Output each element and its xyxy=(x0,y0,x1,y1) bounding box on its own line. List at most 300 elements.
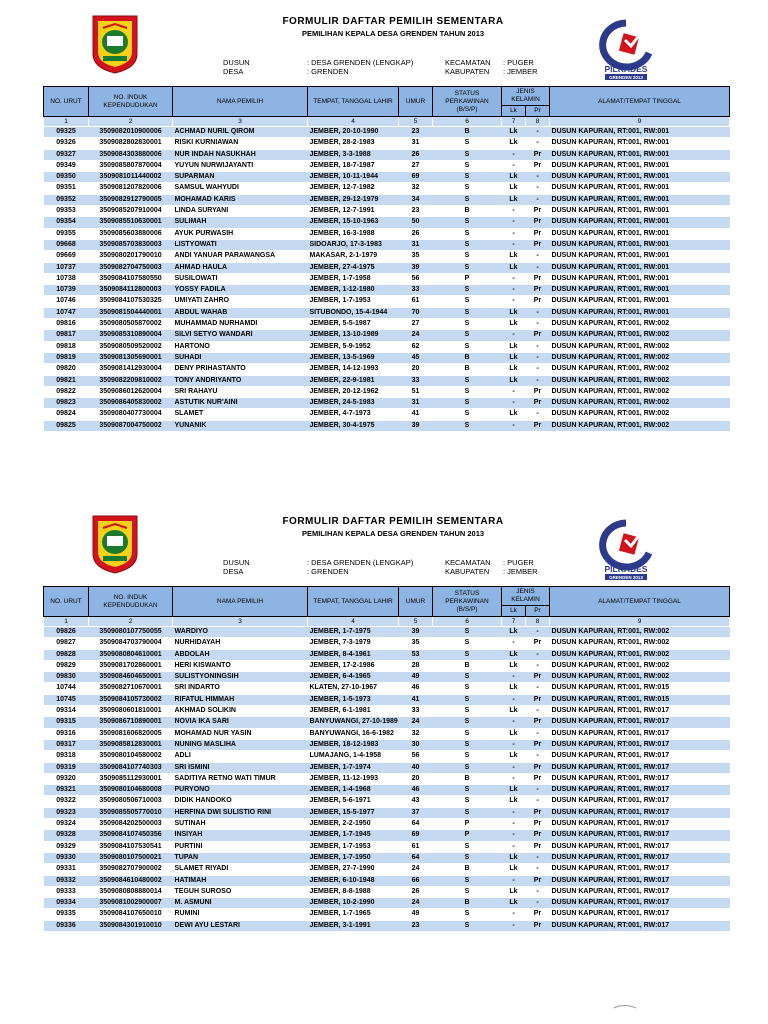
table-cell: - xyxy=(502,773,526,784)
table-cell: DUSUN KAPURAN, RT:001, RW:001 xyxy=(550,172,730,183)
table-cell: DUSUN KAPURAN, RT:001, RW:017 xyxy=(550,852,730,863)
table-cell: S xyxy=(433,920,502,931)
table-row xyxy=(44,852,730,863)
table-cell: SILVI SETYO WANDARI xyxy=(173,330,308,341)
table-cell: RISKI KURNIAWAN xyxy=(173,138,308,149)
table-cell: 09316 xyxy=(44,728,89,739)
table-cell: DUSUN KAPURAN, RT:001, RW:017 xyxy=(550,864,730,875)
table-cell: 3509081412930004 xyxy=(89,364,173,375)
table-cell: YUYUN NURWIJAYANTI xyxy=(173,160,308,171)
table-cell: 09830 xyxy=(44,672,89,683)
table-cell: Pr xyxy=(526,206,550,217)
table-row xyxy=(44,762,730,773)
table-row xyxy=(44,694,730,705)
table-cell: 3509085310890004 xyxy=(89,330,173,341)
voter-table xyxy=(43,586,730,932)
table-cell: S xyxy=(433,785,502,796)
table-cell: Lk xyxy=(502,649,526,660)
table-cell: 53 xyxy=(399,649,433,660)
table-cell: S xyxy=(433,375,502,386)
table-cell: 3509085807870004 xyxy=(89,160,173,171)
col-jenis-kelamin: JENIS KELAMIN xyxy=(502,87,550,106)
table-row xyxy=(44,909,730,920)
table-cell: MUHAMMAD NURHAMDI xyxy=(173,319,308,330)
table-cell: SUSILOWATI xyxy=(173,273,308,284)
table-row xyxy=(44,319,730,330)
table-cell: - xyxy=(526,649,550,660)
table-cell: JEMBER, 1-5-1973 xyxy=(308,694,399,705)
table-row xyxy=(44,206,730,217)
table-cell: DUSUN KAPURAN, RT:001, RW:002 xyxy=(550,352,730,363)
table-cell: Pr xyxy=(526,228,550,239)
table-cell: JEMBER, 17-2-1986 xyxy=(308,660,399,671)
table-cell: 64 xyxy=(399,852,433,863)
table-cell: 09349 xyxy=(44,160,89,171)
table-cell: DUSUN KAPURAN, RT:001, RW:002 xyxy=(550,364,730,375)
table-cell: 3509085703830003 xyxy=(89,239,173,250)
table-cell: JEMBER, 15-5-1977 xyxy=(308,807,399,818)
col-jenis-kelamin: JENIS KELAMIN xyxy=(502,587,550,606)
table-cell: 3509080201790010 xyxy=(89,251,173,262)
table-cell: 46 xyxy=(399,785,433,796)
table-cell: Pr xyxy=(526,398,550,409)
table-cell: 31 xyxy=(399,398,433,409)
table-cell: DUSUN KAPURAN, RT:001, RW:017 xyxy=(550,751,730,762)
table-cell: 3509084107650010 xyxy=(89,909,173,920)
table-cell: Pr xyxy=(526,420,550,431)
table-cell: 09330 xyxy=(44,852,89,863)
table-cell: 09333 xyxy=(44,886,89,897)
table-cell: 3509085603880006 xyxy=(89,228,173,239)
table-cell: 09829 xyxy=(44,660,89,671)
table-cell: 3509082704750003 xyxy=(89,262,173,273)
table-cell: 09669 xyxy=(44,251,89,262)
table-cell: B xyxy=(433,127,502,138)
table-cell: Pr xyxy=(526,273,550,284)
form-title: FORMULIR DAFTAR PEMILIH SEMENTARA xyxy=(282,16,504,27)
table-cell: DUSUN KAPURAN, RT:001, RW:015 xyxy=(550,683,730,694)
table-cell: 3509084610480002 xyxy=(89,875,173,886)
col-pr: Pr xyxy=(526,606,550,617)
table-cell: JEMBER, 1-7-1975 xyxy=(308,627,399,638)
table-cell: S xyxy=(433,217,502,228)
logo-subtext: GRENDEN 2013 xyxy=(609,575,643,580)
table-cell: DUSUN KAPURAN, RT:001, RW:001 xyxy=(550,262,730,273)
table-cell: 34 xyxy=(399,194,433,205)
table-row xyxy=(44,875,730,886)
table-cell: Lk xyxy=(502,194,526,205)
table-cell: 10739 xyxy=(44,285,89,296)
table-cell: 10737 xyxy=(44,262,89,273)
table-cell: AKHMAD SOLIKIN xyxy=(173,706,308,717)
table-cell: ABDOLAH xyxy=(173,649,308,660)
label-dusun: DUSUN xyxy=(223,558,250,567)
table-cell: JEMBER, 8-4-1961 xyxy=(308,649,399,660)
table-cell: - xyxy=(526,864,550,875)
table-cell: JEMBER, 1-7-1953 xyxy=(308,296,399,307)
table-cell: 24 xyxy=(399,717,433,728)
column-number-row: 1 2 3 4 5 6 7 8 9 xyxy=(44,617,730,627)
table-cell: S xyxy=(433,739,502,750)
table-cell: YUNANIK xyxy=(173,420,308,431)
table-row xyxy=(44,627,730,638)
table-cell: Pr xyxy=(526,875,550,886)
table-cell: 09823 xyxy=(44,398,89,409)
table-cell: 20 xyxy=(399,773,433,784)
location-values-right xyxy=(503,58,538,76)
table-cell: 09824 xyxy=(44,409,89,420)
table-cell: NURHIDAYAH xyxy=(173,638,308,649)
table-cell: 24 xyxy=(399,330,433,341)
table-cell: 3509084604650001 xyxy=(89,672,173,683)
table-cell: - xyxy=(526,262,550,273)
table-cell: DUSUN KAPURAN, RT:001, RW:001 xyxy=(550,127,730,138)
table-cell: P xyxy=(433,273,502,284)
table-cell: JEMBER, 30-4-1975 xyxy=(308,420,399,431)
table-cell: 3509081606820005 xyxy=(89,728,173,739)
table-cell: MOHAMAD KARIS xyxy=(173,194,308,205)
table-cell: SRI ISMINI xyxy=(173,762,308,773)
table-cell: - xyxy=(526,138,550,149)
table-cell: Pr xyxy=(526,920,550,931)
col-ttl: TEMPAT, TANGGAL LAHIR xyxy=(308,587,399,617)
table-cell: PURYONO xyxy=(173,785,308,796)
form-subtitle: PEMILIHAN KEPALA DESA GRENDEN TAHUN 2013 xyxy=(301,29,485,38)
table-cell: DUSUN KAPURAN, RT:001, RW:017 xyxy=(550,830,730,841)
table-cell: MAKASAR, 2-1-1979 xyxy=(308,251,399,262)
value-desa: : GRENDEN xyxy=(307,567,349,576)
table-cell: - xyxy=(502,807,526,818)
table-cell: Pr xyxy=(526,807,550,818)
table-cell: 41 xyxy=(399,694,433,705)
table-cell: DUSUN KAPURAN, RT:001, RW:001 xyxy=(550,285,730,296)
table-cell: S xyxy=(433,728,502,739)
table-cell: - xyxy=(526,660,550,671)
table-cell: DIDIK HANDOKO xyxy=(173,796,308,807)
table-cell: NOVIA IKA SARI xyxy=(173,717,308,728)
table-cell: WARDIYO xyxy=(173,627,308,638)
table-cell: - xyxy=(502,149,526,160)
table-cell: 3509087004750002 xyxy=(89,420,173,431)
table-cell: JEMBER, 1-7-1953 xyxy=(308,841,399,852)
table-cell: Pr xyxy=(526,217,550,228)
table-cell: 3509084301910010 xyxy=(89,920,173,931)
table-row xyxy=(44,228,730,239)
table-cell: DUSUN KAPURAN, RT:001, RW:002 xyxy=(550,649,730,660)
table-cell: DUSUN KAPURAN, RT:001, RW:002 xyxy=(550,627,730,638)
table-cell: DUSUN KAPURAN, RT:001, RW:017 xyxy=(550,706,730,717)
table-cell: DUSUN KAPURAN, RT:001, RW:002 xyxy=(550,672,730,683)
table-cell: DUSUN KAPURAN, RT:001, RW:001 xyxy=(550,138,730,149)
table-cell: 09335 xyxy=(44,909,89,920)
table-cell: 3509084107580550 xyxy=(89,273,173,284)
table-cell: - xyxy=(502,819,526,830)
table-cell: 09826 xyxy=(44,627,89,638)
table-cell: Lk xyxy=(502,364,526,375)
table-cell: 09820 xyxy=(44,364,89,375)
table-cell: 09334 xyxy=(44,898,89,909)
table-header xyxy=(44,587,730,627)
col-nama: NAMA PEMILIH xyxy=(173,587,308,617)
table-cell: - xyxy=(502,239,526,250)
table-cell: SRI INDARTO xyxy=(173,683,308,694)
table-cell: S xyxy=(433,796,502,807)
table-cell: 3509080601810001 xyxy=(89,706,173,717)
table-cell: 27 xyxy=(399,160,433,171)
table-cell: B xyxy=(433,660,502,671)
table-cell: Lk xyxy=(502,864,526,875)
table-cell: Pr xyxy=(526,638,550,649)
table-cell: S xyxy=(433,627,502,638)
table-cell: 50 xyxy=(399,217,433,228)
table-cell: 3509080808880014 xyxy=(89,886,173,897)
table-cell: SULIMAH xyxy=(173,217,308,228)
table-cell: INSIYAH xyxy=(173,830,308,841)
form-subtitle: PEMILIHAN KEPALA DESA GRENDEN TAHUN 2013 xyxy=(301,529,485,538)
table-cell: 10747 xyxy=(44,307,89,318)
table-cell: 26 xyxy=(399,228,433,239)
table-cell: 23 xyxy=(399,127,433,138)
table-cell: 09352 xyxy=(44,194,89,205)
table-cell: DUSUN KAPURAN, RT:001, RW:017 xyxy=(550,773,730,784)
table-cell: HATIMAH xyxy=(173,875,308,886)
table-cell: YOSSY FADILA xyxy=(173,285,308,296)
table-cell: JEMBER, 27-7-1990 xyxy=(308,864,399,875)
table-cell: 3509084202500003 xyxy=(89,819,173,830)
table-row xyxy=(44,296,730,307)
column-number-row: 1 2 3 4 5 6 7 8 9 xyxy=(44,117,730,127)
table-cell: TUPAN xyxy=(173,852,308,863)
table-cell: S xyxy=(433,194,502,205)
table-cell: DUSUN KAPURAN, RT:001, RW:017 xyxy=(550,796,730,807)
table-cell: JEMBER, 3-3-1988 xyxy=(308,149,399,160)
table-cell: DUSUN KAPURAN, RT:001, RW:017 xyxy=(550,819,730,830)
table-cell: DUSUN KAPURAN, RT:001, RW:017 xyxy=(550,728,730,739)
table-cell: Lk xyxy=(502,886,526,897)
table-cell: 51 xyxy=(399,386,433,397)
table-cell: JEMBER, 6-4-1965 xyxy=(308,672,399,683)
table-cell: JEMBER, 6-10-1948 xyxy=(308,875,399,886)
label-kecamatan: KECAMATAN xyxy=(445,58,491,67)
table-row xyxy=(44,672,730,683)
table-cell: RIFATUL HIMMAH xyxy=(173,694,308,705)
table-cell: Lk xyxy=(502,683,526,694)
table-cell: S xyxy=(433,706,502,717)
table-cell: JEMBER, 24-5-1983 xyxy=(308,398,399,409)
table-cell: 10744 xyxy=(44,683,89,694)
table-cell: 3509086405830002 xyxy=(89,398,173,409)
label-desa: DESA xyxy=(223,567,244,576)
table-cell: - xyxy=(502,330,526,341)
table-cell: Lk xyxy=(502,660,526,671)
table-cell: Lk xyxy=(502,138,526,149)
table-cell: - xyxy=(526,307,550,318)
table-cell: NUNING MASLIHA xyxy=(173,739,308,750)
col-pr: Pr xyxy=(526,106,550,117)
value-kecamatan: : PUGER xyxy=(503,558,534,567)
table-cell: - xyxy=(502,296,526,307)
table-cell: 09319 xyxy=(44,762,89,773)
table-cell: B xyxy=(433,364,502,375)
table-cell: 09355 xyxy=(44,228,89,239)
table-cell: Lk xyxy=(502,627,526,638)
table-cell: S xyxy=(433,875,502,886)
table-cell: 3509082802830001 xyxy=(89,138,173,149)
table-cell: - xyxy=(502,694,526,705)
table-row xyxy=(44,273,730,284)
table-cell: 66 xyxy=(399,875,433,886)
table-cell: - xyxy=(526,172,550,183)
table-cell: DUSUN KAPURAN, RT:001, RW:001 xyxy=(550,239,730,250)
table-cell: S xyxy=(433,638,502,649)
table-cell: JEMBER, 10-2-1990 xyxy=(308,898,399,909)
table-cell: S xyxy=(433,398,502,409)
table-cell: S xyxy=(433,420,502,431)
table-cell: ASTUTIK NUR'AINI xyxy=(173,398,308,409)
table-cell: DUSUN KAPURAN, RT:001, RW:015 xyxy=(550,694,730,705)
table-cell: Lk xyxy=(502,127,526,138)
table-cell: S xyxy=(433,296,502,307)
table-row xyxy=(44,149,730,160)
table-cell: 3509080107500021 xyxy=(89,852,173,863)
table-cell: KLATEN, 27-10-1967 xyxy=(308,683,399,694)
table-cell: RUMINI xyxy=(173,909,308,920)
table-cell: Pr xyxy=(526,739,550,750)
table-header xyxy=(44,87,730,127)
table-cell: 40 xyxy=(399,762,433,773)
table-cell: DUSUN KAPURAN, RT:001, RW:017 xyxy=(550,920,730,931)
table-cell: 3509082010900006 xyxy=(89,127,173,138)
table-cell: JEMBER, 2-2-1950 xyxy=(308,819,399,830)
table-row xyxy=(44,398,730,409)
table-cell: LISTYOWATI xyxy=(173,239,308,250)
table-cell: 10745 xyxy=(44,694,89,705)
table-cell: 3509084107740303 xyxy=(89,762,173,773)
table-cell: 56 xyxy=(399,751,433,762)
table-row xyxy=(44,773,730,784)
table-cell: SAMSUL WAHYUDI xyxy=(173,183,308,194)
col-nama: NAMA PEMILIH xyxy=(173,87,308,117)
table-cell: - xyxy=(502,841,526,852)
table-cell: 09320 xyxy=(44,773,89,784)
table-row xyxy=(44,638,730,649)
table-cell: - xyxy=(502,717,526,728)
table-cell: - xyxy=(526,341,550,352)
table-cell: DUSUN KAPURAN, RT:001, RW:017 xyxy=(550,841,730,852)
table-cell: Lk xyxy=(502,251,526,262)
pilkades-logo xyxy=(597,19,655,81)
table-cell: DUSUN KAPURAN, RT:001, RW:001 xyxy=(550,251,730,262)
table-cell: 33 xyxy=(399,375,433,386)
table-cell: DUSUN KAPURAN, RT:001, RW:017 xyxy=(550,875,730,886)
table-row xyxy=(44,649,730,660)
table-cell: DUSUN KAPURAN, RT:001, RW:017 xyxy=(550,785,730,796)
table-cell: Pr xyxy=(526,819,550,830)
table-cell: S xyxy=(433,251,502,262)
table-cell: Pr xyxy=(526,160,550,171)
table-cell: - xyxy=(502,386,526,397)
table-row xyxy=(44,785,730,796)
table-row xyxy=(44,841,730,852)
table-cell: S xyxy=(433,751,502,762)
table-cell: 61 xyxy=(399,841,433,852)
table-cell: S xyxy=(433,762,502,773)
table-cell: DEWI AYU LESTARI xyxy=(173,920,308,931)
table-cell: S xyxy=(433,717,502,728)
table-cell: 3509080804610001 xyxy=(89,649,173,660)
value-kabupaten: : JEMBER xyxy=(503,67,538,76)
table-cell: Pr xyxy=(526,773,550,784)
col-no-urut: NO. URUT xyxy=(44,87,89,117)
table-cell: 70 xyxy=(399,307,433,318)
value-dusun: : DESA GRENDEN (LENGKAP) xyxy=(307,58,414,67)
table-cell: 09825 xyxy=(44,420,89,431)
table-cell: Lk xyxy=(502,751,526,762)
table-cell: - xyxy=(526,352,550,363)
col-no-urut: NO. URUT xyxy=(44,587,89,617)
table-cell: DUSUN KAPURAN, RT:001, RW:001 xyxy=(550,160,730,171)
table-cell: 24 xyxy=(399,898,433,909)
table-cell: 3509082710670001 xyxy=(89,683,173,694)
table-cell: DUSUN KAPURAN, RT:001, RW:017 xyxy=(550,807,730,818)
table-cell: NUR INDAH NASUKHAH xyxy=(173,149,308,160)
table-cell: 09317 xyxy=(44,739,89,750)
table-cell: Pr xyxy=(526,717,550,728)
table-cell: P xyxy=(433,819,502,830)
table-cell: DUSUN KAPURAN, RT:001, RW:001 xyxy=(550,296,730,307)
table-cell: S xyxy=(433,330,502,341)
table-cell: Lk xyxy=(502,706,526,717)
table-cell: Lk xyxy=(502,796,526,807)
table-cell: DUSUN KAPURAN, RT:001, RW:002 xyxy=(550,386,730,397)
table-cell: TEGUH SUROSO xyxy=(173,886,308,897)
table-cell: - xyxy=(502,217,526,228)
table-cell: - xyxy=(502,420,526,431)
table-cell: Lk xyxy=(502,898,526,909)
col-umur: UMUR xyxy=(399,587,433,617)
table-cell: 3509081207820006 xyxy=(89,183,173,194)
table-cell: ADLI xyxy=(173,751,308,762)
table-row xyxy=(44,375,730,386)
table-row xyxy=(44,183,730,194)
table-cell: 09817 xyxy=(44,330,89,341)
table-row xyxy=(44,194,730,205)
table-cell: 09350 xyxy=(44,172,89,183)
table-cell: 3509084107530325 xyxy=(89,296,173,307)
table-cell: JEMBER, 1-4-1968 xyxy=(308,785,399,796)
table-cell: JEMBER, 27-4-1975 xyxy=(308,262,399,273)
table-row xyxy=(44,307,730,318)
table-cell: DUSUN KAPURAN, RT:001, RW:017 xyxy=(550,762,730,773)
table-cell: 39 xyxy=(399,627,433,638)
table-cell: Lk xyxy=(502,172,526,183)
table-cell: 26 xyxy=(399,149,433,160)
table-cell: 23 xyxy=(399,206,433,217)
table-cell: 62 xyxy=(399,341,433,352)
table-cell: JEMBER, 7-3-1979 xyxy=(308,638,399,649)
table-cell: PURTINI xyxy=(173,841,308,852)
table-cell: 09336 xyxy=(44,920,89,931)
table-cell: 3509081702860001 xyxy=(89,660,173,671)
table-cell: Lk xyxy=(502,341,526,352)
table-cell: JEMBER, 5-5-1987 xyxy=(308,319,399,330)
table-cell: 56 xyxy=(399,273,433,284)
table-cell: 09318 xyxy=(44,751,89,762)
table-row xyxy=(44,364,730,375)
table-cell: 37 xyxy=(399,807,433,818)
jember-regency-emblem-icon xyxy=(89,514,141,574)
table-cell: B xyxy=(433,864,502,875)
